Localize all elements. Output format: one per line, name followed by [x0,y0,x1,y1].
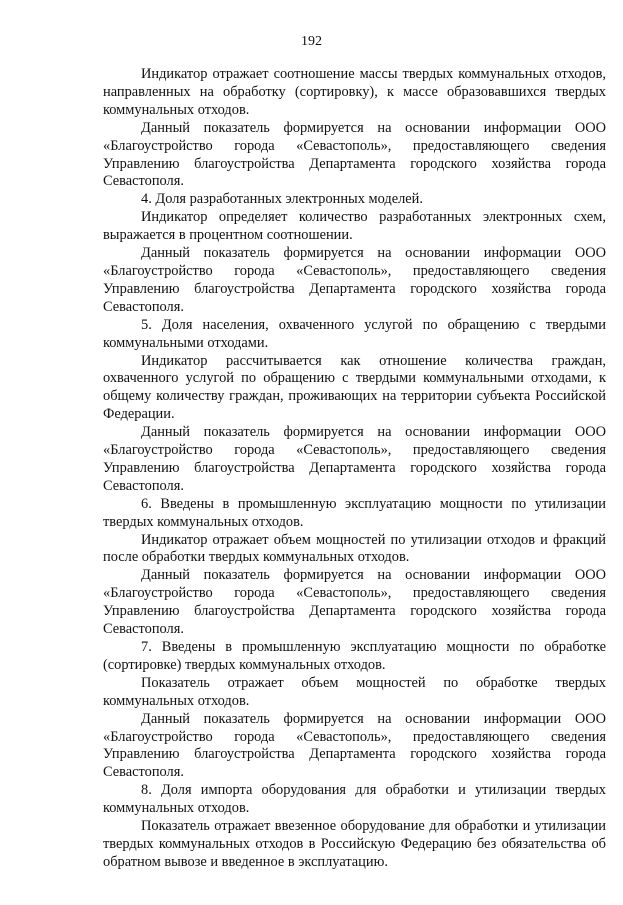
paragraph-data-source: Данный показатель формируется на основании информации ООО «Благоустройство города «Севастополь», предоставляющего сведения Управлению благоустройства Департамента городского хозяйства города Севастополя. [103,710,606,781]
paragraph-indicator-description: Показатель отражает ввезенное оборудование для обработки и утилизации твердых коммунальных отходов в Российскую Федерацию без обязательства об обратном вывозе и введенное в эксплуатацию. [103,818,606,870]
paragraph-item-4-heading: 4. Доля разработанных электронных моделей. [141,191,423,208]
paragraph-data-source: Данный показатель формируется на основании информации ООО «Благоустройство города «Севастополь», предоставляющего сведения Управлению благоустройства Департамента городского хозяйства города Севастополя. [103,567,606,638]
paragraph-item-8-heading: 8. Доля импорта оборудования для обработки и утилизации твердых коммунальных отходов. [103,782,606,817]
paragraph-indicator-ratio: Индикатор отражает соотношение массы твердых коммунальных отходов, направленных на обработку (сортировку), к массе образовавшихся твердых коммунальных отходов. [103,66,606,118]
paragraph-item-7-heading: 7. Введены в промышленную эксплуатацию мощности по обработке (сортировке) твердых коммунальных отходов. [103,639,606,673]
page-number: 192 [301,34,322,49]
paragraph-item-5-heading: 5. Доля населения, охваченного услугой по обращению с твердыми коммунальными отходами. [103,316,606,351]
paragraph-indicator-description: Показатель отражает объем мощностей по обработке твердых коммунальных отходов. [103,674,606,709]
paragraph-data-source: Данный показатель формируется на основании информации ООО «Благоустройство города «Севастополь», предоставляющего сведения Управлению благоустройства Департамента городского хозяйства города Севастополя. [103,424,606,494]
paragraph-data-source: Данный показатель формируется на основании информации ООО «Благоустройство города «Севастополь», предоставляющего сведения Управлению благоустройства Департамента городского хозяйства города Севастополя. [103,245,606,315]
paragraph-indicator-description: Индикатор отражает объем мощностей по утилизации отходов и фракций после обработки твердых коммунальных отходов. [103,531,606,566]
paragraph-data-source: Данный показатель формируется на основании информации ООО «Благоустройство города «Севастополь», предоставляющего сведения Управлению благоустройства Департамента городского хозяйства города Севастополя. [103,119,606,190]
paragraph-item-6-heading: 6. Введены в промышленную эксплуатацию мощности по утилизации твердых коммунальных отходов. [103,495,606,530]
document-body [103,66,606,872]
paragraph-indicator-description: Индикатор рассчитывается как отношение количества граждан, охваченного услугой по обращению с твердыми коммунальными отходами, к общему количеству граждан, проживающих на территории субъекта Российской Федерации. [103,352,606,423]
paragraph-indicator-description: Индикатор определяет количество разработанных электронных схем, выражается в процентном соотношении. [103,209,606,244]
